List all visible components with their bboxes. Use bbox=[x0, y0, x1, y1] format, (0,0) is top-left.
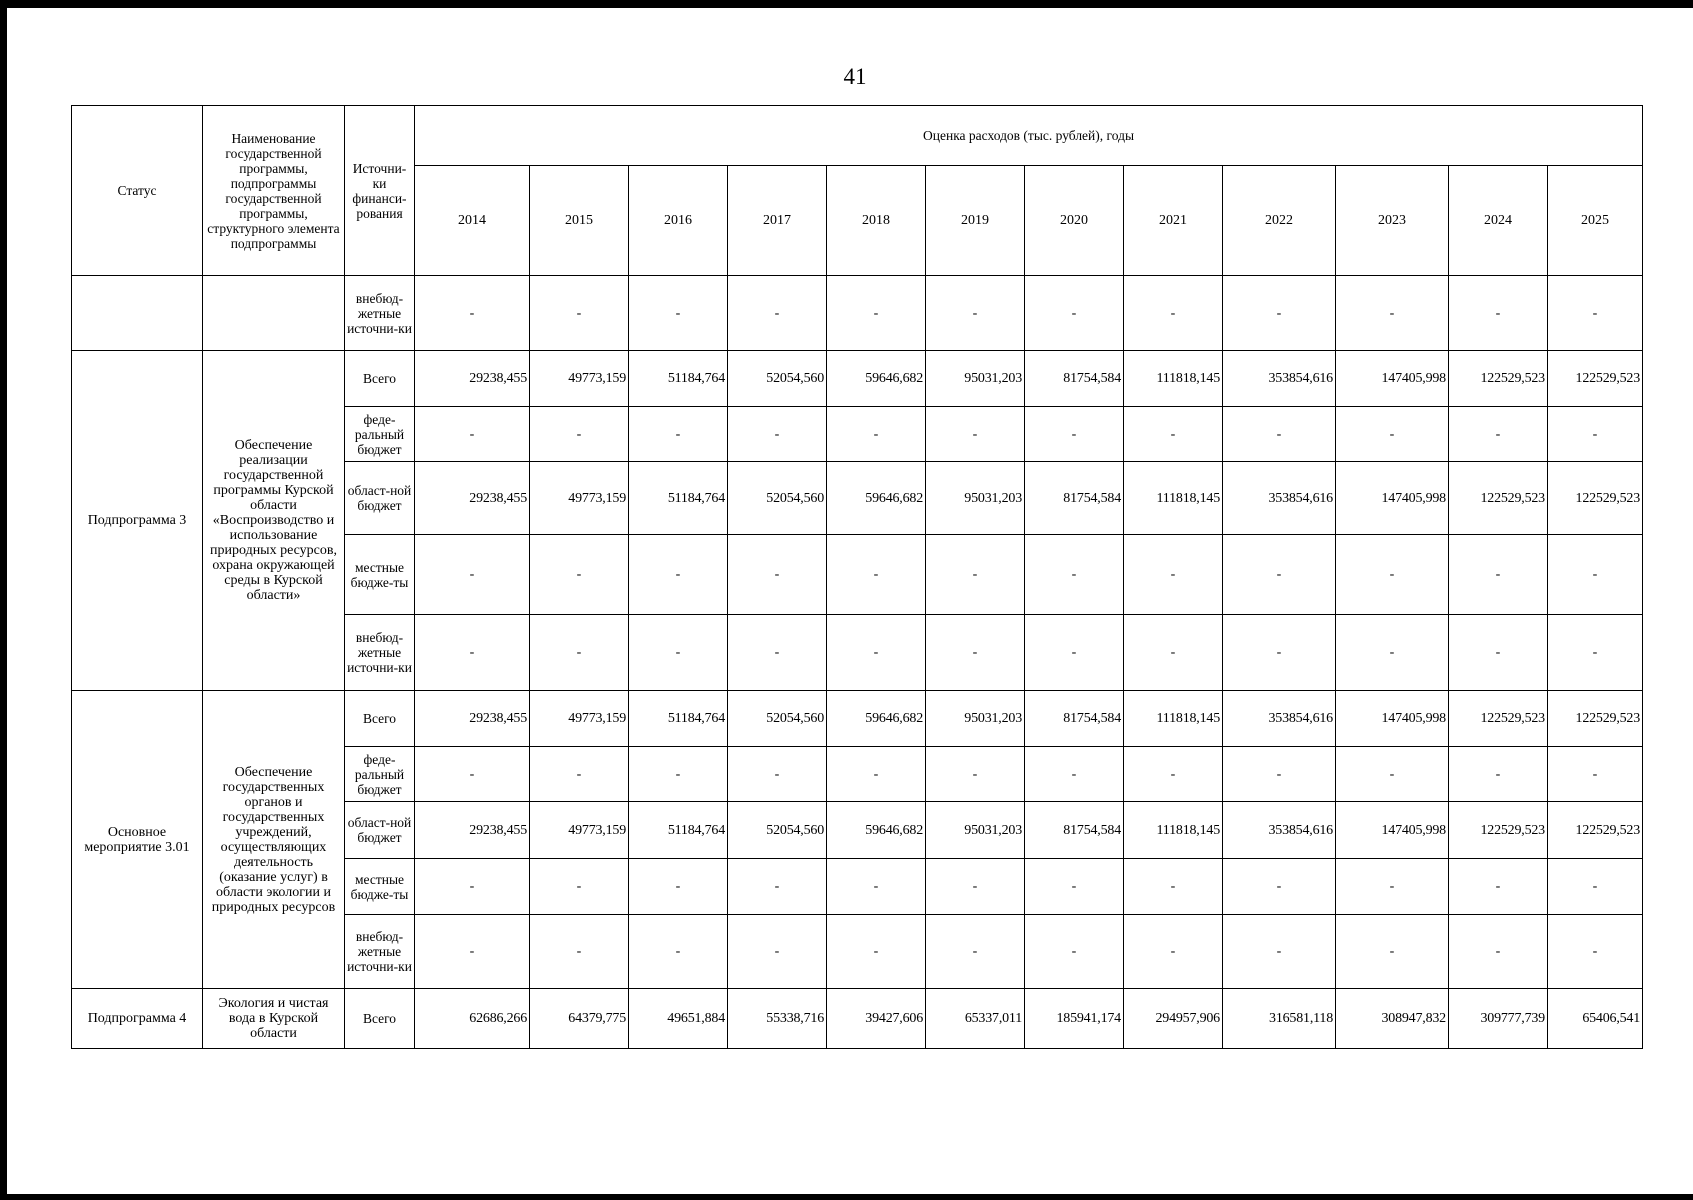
header-year-2022: 2022 bbox=[1223, 166, 1336, 276]
funding-source-cell: внебюд-жетные источни-ки bbox=[345, 915, 415, 989]
value-cell-2022: 353854,616 bbox=[1223, 691, 1336, 747]
value-cell-2024: 122529,523 bbox=[1449, 802, 1548, 859]
header-year-2024: 2024 bbox=[1449, 166, 1548, 276]
value-cell-2014: 29238,455 bbox=[415, 802, 530, 859]
value-cell-2021: - bbox=[1124, 407, 1223, 462]
value-cell-2024: - bbox=[1449, 915, 1548, 989]
table-row bbox=[72, 989, 1643, 1049]
value-cell-2023: - bbox=[1336, 747, 1449, 802]
value-cell-2024: 309777,739 bbox=[1449, 989, 1548, 1049]
value-cell-2021: - bbox=[1124, 859, 1223, 915]
value-cell-2020: - bbox=[1025, 747, 1124, 802]
value-cell-2017: 55338,716 bbox=[728, 989, 827, 1049]
value-cell-2014: - bbox=[415, 615, 530, 691]
value-cell-2019: - bbox=[926, 747, 1025, 802]
value-cell-2014: - bbox=[415, 535, 530, 615]
value-cell-2018: - bbox=[827, 407, 926, 462]
header-year-2015: 2015 bbox=[530, 166, 629, 276]
program-name-cell: Обеспечение государственных органов и государственных учреждений, осуществляющих деятельность (оказание услуг) в области экологии и природных ресурсов bbox=[203, 691, 345, 989]
value-cell-2015: 49773,159 bbox=[530, 802, 629, 859]
value-cell-2014: - bbox=[415, 276, 530, 351]
scan-border-top bbox=[0, 0, 1693, 8]
value-cell-2014: 29238,455 bbox=[415, 462, 530, 535]
value-cell-2025: 122529,523 bbox=[1548, 462, 1643, 535]
table-row bbox=[72, 351, 1643, 407]
status-cell: Основное мероприятие 3.01 bbox=[72, 691, 203, 989]
value-cell-2022: - bbox=[1223, 407, 1336, 462]
value-cell-2018: - bbox=[827, 859, 926, 915]
value-cell-2024: - bbox=[1449, 535, 1548, 615]
value-cell-2017: - bbox=[728, 535, 827, 615]
page-number: 41 bbox=[843, 64, 867, 89]
value-cell-2015: 64379,775 bbox=[530, 989, 629, 1049]
value-cell-2024: 122529,523 bbox=[1449, 691, 1548, 747]
funding-source-cell: феде-ральный бюджет bbox=[345, 747, 415, 802]
value-cell-2024: - bbox=[1449, 276, 1548, 351]
value-cell-2015: - bbox=[530, 276, 629, 351]
status-cell: Подпрограмма 4 bbox=[72, 989, 203, 1049]
value-cell-2016: - bbox=[629, 747, 728, 802]
header-estimate: Оценка расходов (тыс. рублей), годы bbox=[415, 106, 1643, 166]
value-cell-2015: 49773,159 bbox=[530, 462, 629, 535]
value-cell-2025: - bbox=[1548, 615, 1643, 691]
program-name-cell: Экология и чистая вода в Курской области bbox=[203, 989, 345, 1049]
value-cell-2022: 353854,616 bbox=[1223, 462, 1336, 535]
value-cell-2018: 59646,682 bbox=[827, 462, 926, 535]
value-cell-2018: - bbox=[827, 915, 926, 989]
header-year-2023: 2023 bbox=[1336, 166, 1449, 276]
value-cell-2022: - bbox=[1223, 915, 1336, 989]
value-cell-2018: 39427,606 bbox=[827, 989, 926, 1049]
value-cell-2014: 29238,455 bbox=[415, 351, 530, 407]
value-cell-2018: - bbox=[827, 747, 926, 802]
value-cell-2019: 65337,011 bbox=[926, 989, 1025, 1049]
header-year-2025: 2025 bbox=[1548, 166, 1643, 276]
value-cell-2023: - bbox=[1336, 915, 1449, 989]
value-cell-2025: - bbox=[1548, 859, 1643, 915]
value-cell-2024: - bbox=[1449, 407, 1548, 462]
table-body bbox=[72, 276, 1643, 1049]
header-year-2017: 2017 bbox=[728, 166, 827, 276]
funding-source-cell: Всего bbox=[345, 351, 415, 407]
value-cell-2019: - bbox=[926, 615, 1025, 691]
value-cell-2020: - bbox=[1025, 615, 1124, 691]
value-cell-2020: 81754,584 bbox=[1025, 802, 1124, 859]
value-cell-2019: 95031,203 bbox=[926, 462, 1025, 535]
value-cell-2020: - bbox=[1025, 276, 1124, 351]
scan-border-left bbox=[0, 0, 7, 1200]
value-cell-2024: 122529,523 bbox=[1449, 351, 1548, 407]
value-cell-2025: 65406,541 bbox=[1548, 989, 1643, 1049]
value-cell-2016: 51184,764 bbox=[629, 691, 728, 747]
value-cell-2018: - bbox=[827, 615, 926, 691]
header-source: Источни-ки финанси-рования bbox=[345, 106, 415, 276]
value-cell-2014: 62686,266 bbox=[415, 989, 530, 1049]
value-cell-2025: - bbox=[1548, 535, 1643, 615]
value-cell-2016: 51184,764 bbox=[629, 351, 728, 407]
value-cell-2017: 52054,560 bbox=[728, 802, 827, 859]
value-cell-2021: 111818,145 bbox=[1124, 802, 1223, 859]
header-year-2019: 2019 bbox=[926, 166, 1025, 276]
funding-source-cell: внебюд-жетные источни-ки bbox=[345, 276, 415, 351]
funding-source-cell: Всего bbox=[345, 691, 415, 747]
value-cell-2020: - bbox=[1025, 407, 1124, 462]
value-cell-2024: - bbox=[1449, 859, 1548, 915]
funding-source-cell: област-ной бюджет bbox=[345, 462, 415, 535]
value-cell-2015: 49773,159 bbox=[530, 691, 629, 747]
value-cell-2019: - bbox=[926, 859, 1025, 915]
header-year-2016: 2016 bbox=[629, 166, 728, 276]
value-cell-2022: 353854,616 bbox=[1223, 802, 1336, 859]
value-cell-2021: - bbox=[1124, 747, 1223, 802]
value-cell-2017: - bbox=[728, 276, 827, 351]
value-cell-2019: 95031,203 bbox=[926, 802, 1025, 859]
value-cell-2023: 147405,998 bbox=[1336, 351, 1449, 407]
value-cell-2017: - bbox=[728, 615, 827, 691]
value-cell-2016: 51184,764 bbox=[629, 462, 728, 535]
funding-source-cell: област-ной бюджет bbox=[345, 802, 415, 859]
value-cell-2021: - bbox=[1124, 615, 1223, 691]
value-cell-2021: 111818,145 bbox=[1124, 462, 1223, 535]
value-cell-2022: - bbox=[1223, 615, 1336, 691]
funding-source-cell: местные бюдже-ты bbox=[345, 859, 415, 915]
value-cell-2021: - bbox=[1124, 276, 1223, 351]
value-cell-2022: - bbox=[1223, 859, 1336, 915]
value-cell-2019: 95031,203 bbox=[926, 351, 1025, 407]
header-year-2021: 2021 bbox=[1124, 166, 1223, 276]
value-cell-2019: - bbox=[926, 535, 1025, 615]
value-cell-2015: - bbox=[530, 747, 629, 802]
value-cell-2025: 122529,523 bbox=[1548, 802, 1643, 859]
value-cell-2019: 95031,203 bbox=[926, 691, 1025, 747]
value-cell-2021: - bbox=[1124, 915, 1223, 989]
program-name-cell bbox=[203, 276, 345, 351]
value-cell-2017: - bbox=[728, 747, 827, 802]
value-cell-2016: - bbox=[629, 615, 728, 691]
status-cell bbox=[72, 276, 203, 351]
value-cell-2019: - bbox=[926, 407, 1025, 462]
value-cell-2017: - bbox=[728, 915, 827, 989]
value-cell-2016: - bbox=[629, 276, 728, 351]
value-cell-2025: 122529,523 bbox=[1548, 691, 1643, 747]
value-cell-2022: 353854,616 bbox=[1223, 351, 1336, 407]
value-cell-2025: - bbox=[1548, 747, 1643, 802]
value-cell-2022: - bbox=[1223, 535, 1336, 615]
value-cell-2022: 316581,118 bbox=[1223, 989, 1336, 1049]
value-cell-2021: 111818,145 bbox=[1124, 351, 1223, 407]
value-cell-2020: 81754,584 bbox=[1025, 462, 1124, 535]
value-cell-2015: - bbox=[530, 615, 629, 691]
status-cell: Подпрограмма 3 bbox=[72, 351, 203, 691]
table-row bbox=[72, 276, 1643, 351]
program-name-cell: Обеспечение реализации государственной программы Курской области «Воспроизводство и использование природных ресурсов, охрана окружающей среды в Курской области» bbox=[203, 351, 345, 691]
value-cell-2021: 294957,906 bbox=[1124, 989, 1223, 1049]
expenditure-table bbox=[71, 105, 1643, 1049]
value-cell-2014: - bbox=[415, 407, 530, 462]
value-cell-2023: 147405,998 bbox=[1336, 802, 1449, 859]
value-cell-2023: 147405,998 bbox=[1336, 691, 1449, 747]
value-cell-2019: - bbox=[926, 915, 1025, 989]
value-cell-2023: - bbox=[1336, 859, 1449, 915]
value-cell-2015: - bbox=[530, 859, 629, 915]
header-year-2020: 2020 bbox=[1025, 166, 1124, 276]
value-cell-2021: 111818,145 bbox=[1124, 691, 1223, 747]
value-cell-2015: - bbox=[530, 915, 629, 989]
value-cell-2016: - bbox=[629, 859, 728, 915]
value-cell-2018: 59646,682 bbox=[827, 691, 926, 747]
value-cell-2019: - bbox=[926, 276, 1025, 351]
value-cell-2023: - bbox=[1336, 615, 1449, 691]
value-cell-2022: - bbox=[1223, 276, 1336, 351]
value-cell-2016: 51184,764 bbox=[629, 802, 728, 859]
funding-source-cell: феде-ральный бюджет bbox=[345, 407, 415, 462]
header-year-2018: 2018 bbox=[827, 166, 926, 276]
value-cell-2023: - bbox=[1336, 276, 1449, 351]
header-name: Наименование государственной программы, подпрограммы государственной программы, структурного элемента подпрограммы bbox=[203, 106, 345, 276]
value-cell-2014: 29238,455 bbox=[415, 691, 530, 747]
scan-border-bottom bbox=[0, 1194, 1693, 1200]
value-cell-2018: - bbox=[827, 276, 926, 351]
value-cell-2018: - bbox=[827, 535, 926, 615]
value-cell-2016: - bbox=[629, 535, 728, 615]
value-cell-2025: - bbox=[1548, 915, 1643, 989]
value-cell-2023: - bbox=[1336, 407, 1449, 462]
header-year-2014: 2014 bbox=[415, 166, 530, 276]
value-cell-2023: 308947,832 bbox=[1336, 989, 1449, 1049]
value-cell-2020: - bbox=[1025, 535, 1124, 615]
value-cell-2017: - bbox=[728, 859, 827, 915]
value-cell-2024: - bbox=[1449, 747, 1548, 802]
table-row bbox=[72, 691, 1643, 747]
value-cell-2016: 49651,884 bbox=[629, 989, 728, 1049]
value-cell-2020: - bbox=[1025, 915, 1124, 989]
value-cell-2024: - bbox=[1449, 615, 1548, 691]
value-cell-2024: 122529,523 bbox=[1449, 462, 1548, 535]
funding-source-cell: Всего bbox=[345, 989, 415, 1049]
value-cell-2016: - bbox=[629, 407, 728, 462]
value-cell-2017: 52054,560 bbox=[728, 462, 827, 535]
value-cell-2020: 81754,584 bbox=[1025, 691, 1124, 747]
value-cell-2021: - bbox=[1124, 535, 1223, 615]
value-cell-2016: - bbox=[629, 915, 728, 989]
value-cell-2017: 52054,560 bbox=[728, 691, 827, 747]
value-cell-2023: - bbox=[1336, 535, 1449, 615]
value-cell-2020: 81754,584 bbox=[1025, 351, 1124, 407]
value-cell-2017: 52054,560 bbox=[728, 351, 827, 407]
header-status: Статус bbox=[72, 106, 203, 276]
value-cell-2015: - bbox=[530, 535, 629, 615]
value-cell-2025: 122529,523 bbox=[1548, 351, 1643, 407]
value-cell-2023: 147405,998 bbox=[1336, 462, 1449, 535]
funding-source-cell: местные бюдже-ты bbox=[345, 535, 415, 615]
value-cell-2025: - bbox=[1548, 407, 1643, 462]
value-cell-2015: - bbox=[530, 407, 629, 462]
value-cell-2014: - bbox=[415, 747, 530, 802]
value-cell-2015: 49773,159 bbox=[530, 351, 629, 407]
value-cell-2018: 59646,682 bbox=[827, 351, 926, 407]
value-cell-2025: - bbox=[1548, 276, 1643, 351]
value-cell-2020: - bbox=[1025, 859, 1124, 915]
funding-source-cell: внебюд-жетные источни-ки bbox=[345, 615, 415, 691]
value-cell-2018: 59646,682 bbox=[827, 802, 926, 859]
value-cell-2017: - bbox=[728, 407, 827, 462]
value-cell-2014: - bbox=[415, 915, 530, 989]
value-cell-2022: - bbox=[1223, 747, 1336, 802]
value-cell-2014: - bbox=[415, 859, 530, 915]
value-cell-2020: 185941,174 bbox=[1025, 989, 1124, 1049]
